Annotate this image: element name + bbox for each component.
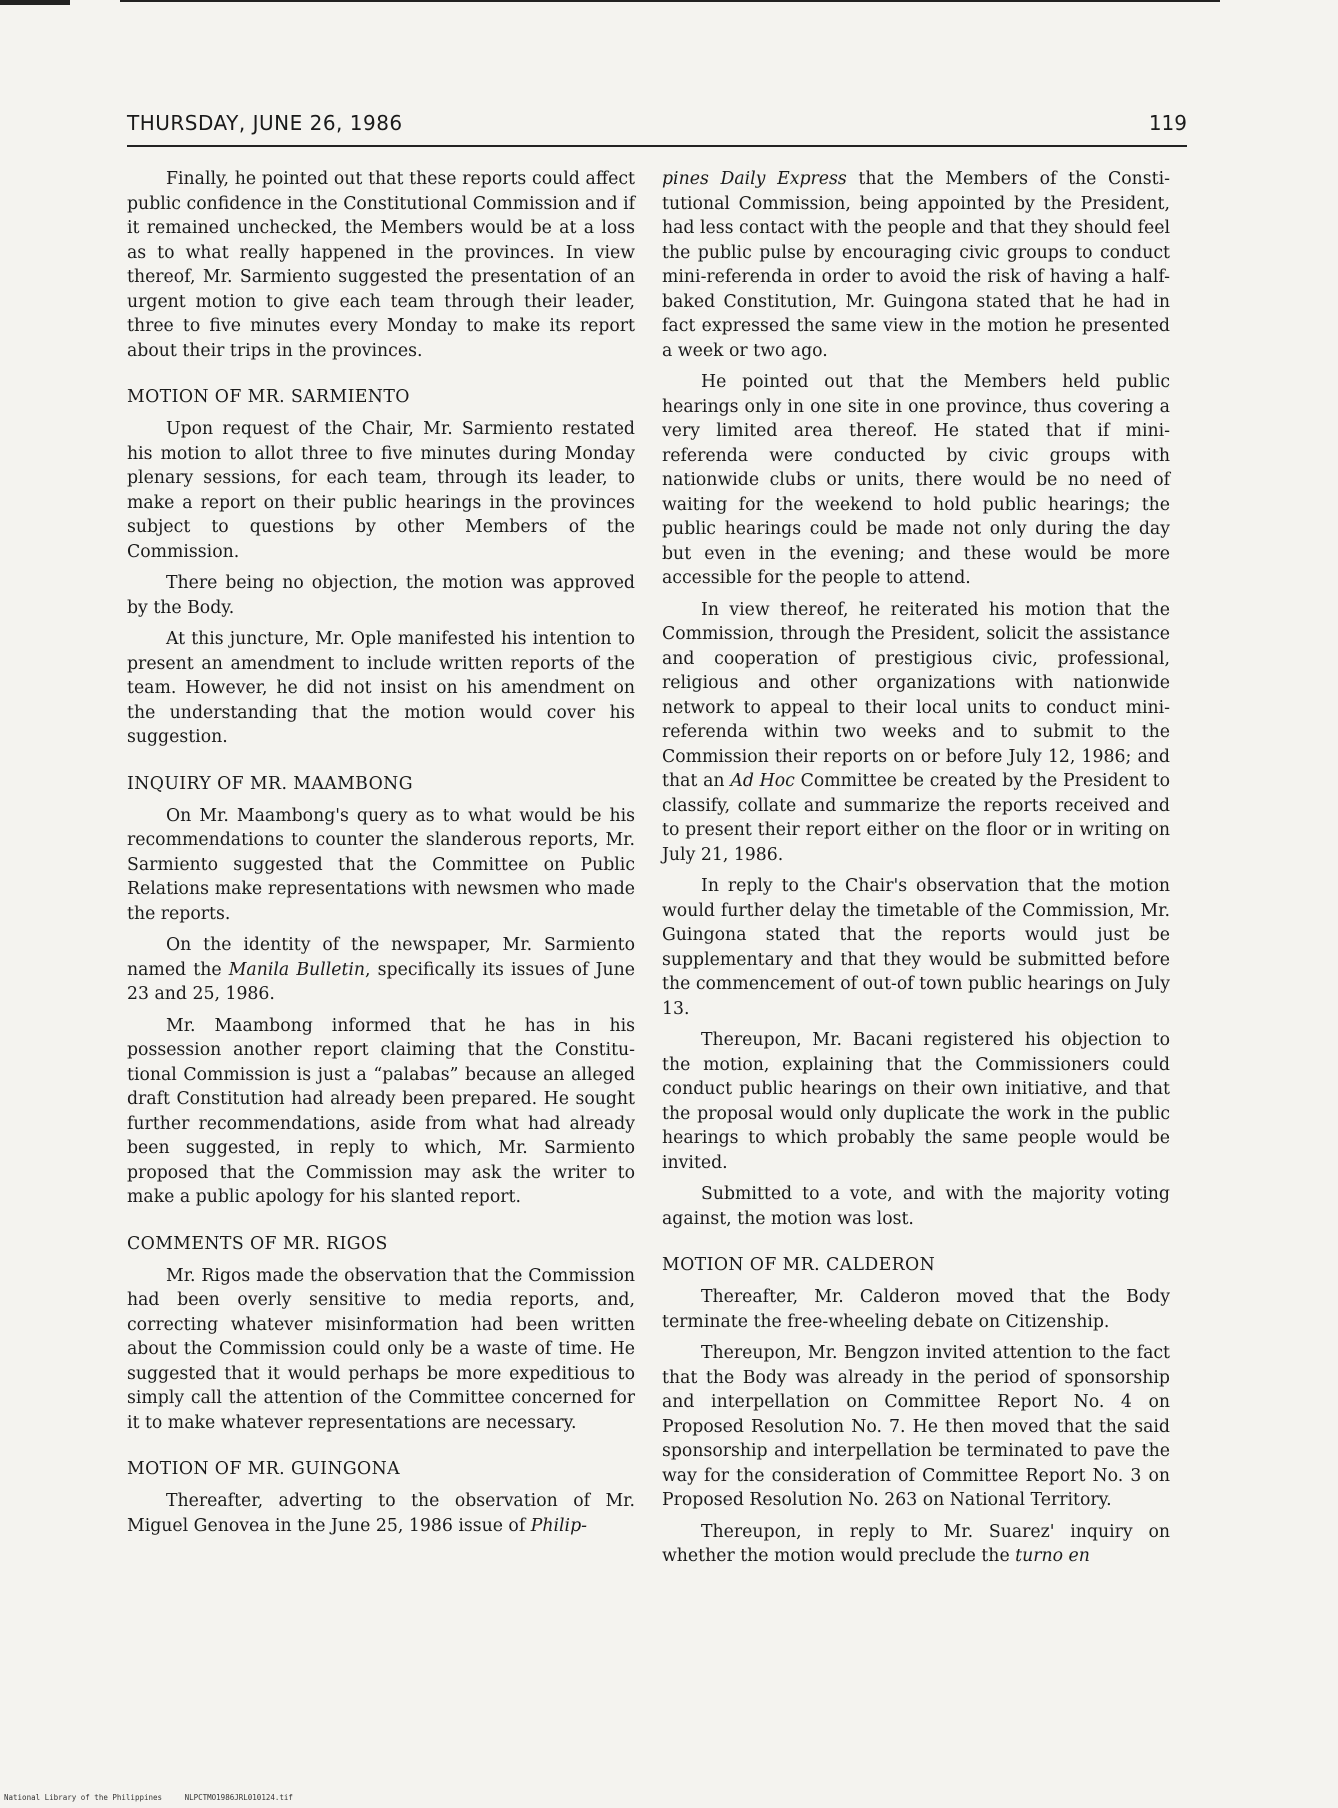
paragraph [127, 1489, 635, 1538]
top-rule [120, 0, 1220, 2]
paragraph: He pointed out that the Members held public hearings only in one site in one province, thus covering a very limited area thereof. He stated that if mini-referenda were conducted by civic groups with nationwide clubs or units, there would be no need of waiting for the weekend to hold public hearings; the public hearings could be made not only during the day but even in the evening; and these would be more accessible for the people to attend. [662, 372, 1170, 588]
paragraph: Mr. Maambong informed that he has in his possession another report claiming that the Constitutional Commission is just a “palabas” because an alleged draft Constitution had already been prepared. He sought further recommendations, aside from what had already been suggested, in reply to which, Mr. Sarmiento proposed that the Commission may ask the writer to make a public apology for his slanted report. [127, 1015, 635, 1207]
scan-footer [4, 1793, 293, 1802]
text-run: Committee be created by the President to classify, collate and summarize the reports received and to present their report either on the floor or in writing on July 21, 1986. [662, 771, 1170, 865]
page-number: 119 [1148, 111, 1187, 135]
paragraph: Submitted to a vote, and with the majority voting against, the motion was lost. [662, 1184, 1170, 1229]
running-head [127, 107, 1187, 147]
newspaper-title: Philip- [530, 1515, 587, 1536]
paragraph: At this juncture, Mr. Ople manifested his intention to present an amendment to include written reports of the team. However, he did not insist on his amendment on the understanding that the motion would cover his suggestion. [127, 629, 635, 747]
italic-term: Ad Hoc [730, 771, 795, 791]
section-heading-motion-sarmiento: MOTION OF MR. SARMIENTO [127, 387, 410, 407]
newspaper-title: Manila Bulletin [228, 959, 366, 980]
left-column [127, 167, 635, 1545]
paragraph: On Mr. Maambong's query as to what would be his recommendations to counter the slanderous reports, Mr. Sarmiento suggested that the Committee on Public Relations make representations with newsmen who made the reports. [127, 805, 635, 924]
paragraph: Mr. Rigos made the observation that the Commission had been overly sensitive to media reports, and, correcting whatever misinformation had been written about the Commission could only be a waste of time. He suggested that it would perhaps be more expeditious to simply call the attention of the Committee concerned for it to make whatever representations are necessary. [127, 1265, 635, 1433]
paragraph [127, 933, 635, 1007]
text-run: Thereafter, adverting to the observation of Mr. Miguel Genovea in the June 25, 1986 issue of [127, 1491, 635, 1536]
paragraph: Thereupon, Mr. Bengzon invited attention to the fact that the Body was already in the period of sponsorship and interpellation on Committee Report No. 4 on Proposed Resolution No. 7. He then moved that the said sponsorship and interpellation be terminated to pave the way for the consideration of Committee Report No. 3 on Proposed Resolution No. 263 on National Territory. [662, 1343, 1170, 1510]
paragraph [662, 598, 1170, 868]
paragraph-continued [662, 167, 1170, 363]
paragraph: There being no objection, the motion was approved by the Body. [127, 573, 635, 618]
paragraph: Thereafter, Mr. Calderon moved that the Body terminate the free-wheeling debate on Citizenship. [662, 1287, 1170, 1332]
text-run: In view thereof, he reiterated his motion that the Commission, through the President, solicit the assistance and cooperation of prestigious civic, professional, religious and other organizations with nationwide network to appeal to their local units to conduct mini-referenda within two weeks and to submit to the Commission their reports on or before July 12, 1986; and that an [662, 599, 1170, 791]
paragraph: In reply to the Chair's observation that the motion would further delay the timetable of the Commission, Mr. Guingona stated that the reports would just be supplementary and that they would be submitted before the commencement of out-of town public hearings on July 13. [662, 876, 1170, 1019]
scan-edge-mark [0, 0, 70, 5]
header-date: THURSDAY, JUNE 26, 1986 [127, 111, 403, 135]
text-run: , specifically its issues of June 23 and 25, 1986. [127, 959, 635, 1004]
footer-file: NLPCTMO1986JRL010124.tif [184, 1793, 293, 1802]
section-heading-motion-guingona: MOTION OF MR. GUINGONA [127, 1459, 401, 1479]
italic-term: turno en [1015, 1546, 1090, 1566]
section-heading-comments-rigos: COMMENTS OF MR. RIGOS [127, 1233, 388, 1254]
paragraph [662, 1520, 1170, 1569]
paragraph: Thereupon, Mr. Bacani registered his objection to the motion, explaining that the Commissioners could conduct public hearings on their own initiative, and that the proposal would only duplicate the work in the public hearings to which probably the same people would be invited. [662, 1030, 1170, 1173]
text-run: that the Members of the Constitutional Commission, being appointed by the President, had less contact with the people and that they should feel the public pulse by encouraging civic groups to conduct mini-referenda in order to avoid the risk of having a half-baked Constitution, Mr. Guingona stated that he had in fact expressed the same view in the motion he presented a week or two ago. [662, 169, 1170, 361]
paragraph: Upon request of the Chair, Mr. Sarmiento restated his motion to allot three to five minutes during Monday plenary sessions, for each team, through its leader, to make a report on their public hearings in the provinces subject to questions by other Members of the Commission. [127, 419, 635, 562]
section-heading-motion-calderon: MOTION OF MR. CALDERON [662, 1255, 936, 1275]
newspaper-title: pines Daily Express [662, 169, 847, 189]
text-run: Thereupon, in reply to Mr. Suarez' inquiry on whether the motion would preclude the [662, 1521, 1170, 1566]
paragraph: Finally, he pointed out that these reports could affect public confidence in the Constitutional Commission and if it remained unchecked, the Members would be at a loss as to what really happened in the provinces. In view thereof, Mr. Sarmiento suggested the presentation of an urgent motion to give each team through their leader, three to five minutes every Monday to make its report about their trips in the provinces. [127, 169, 635, 361]
right-column [662, 167, 1170, 1576]
text-run: On the identity of the newspaper, Mr. Sarmiento named the [127, 935, 635, 980]
section-heading-inquiry-maambong: INQUIRY OF MR. MAAMBONG [127, 773, 413, 794]
footer-library: National Library of the Philippines [4, 1793, 163, 1802]
